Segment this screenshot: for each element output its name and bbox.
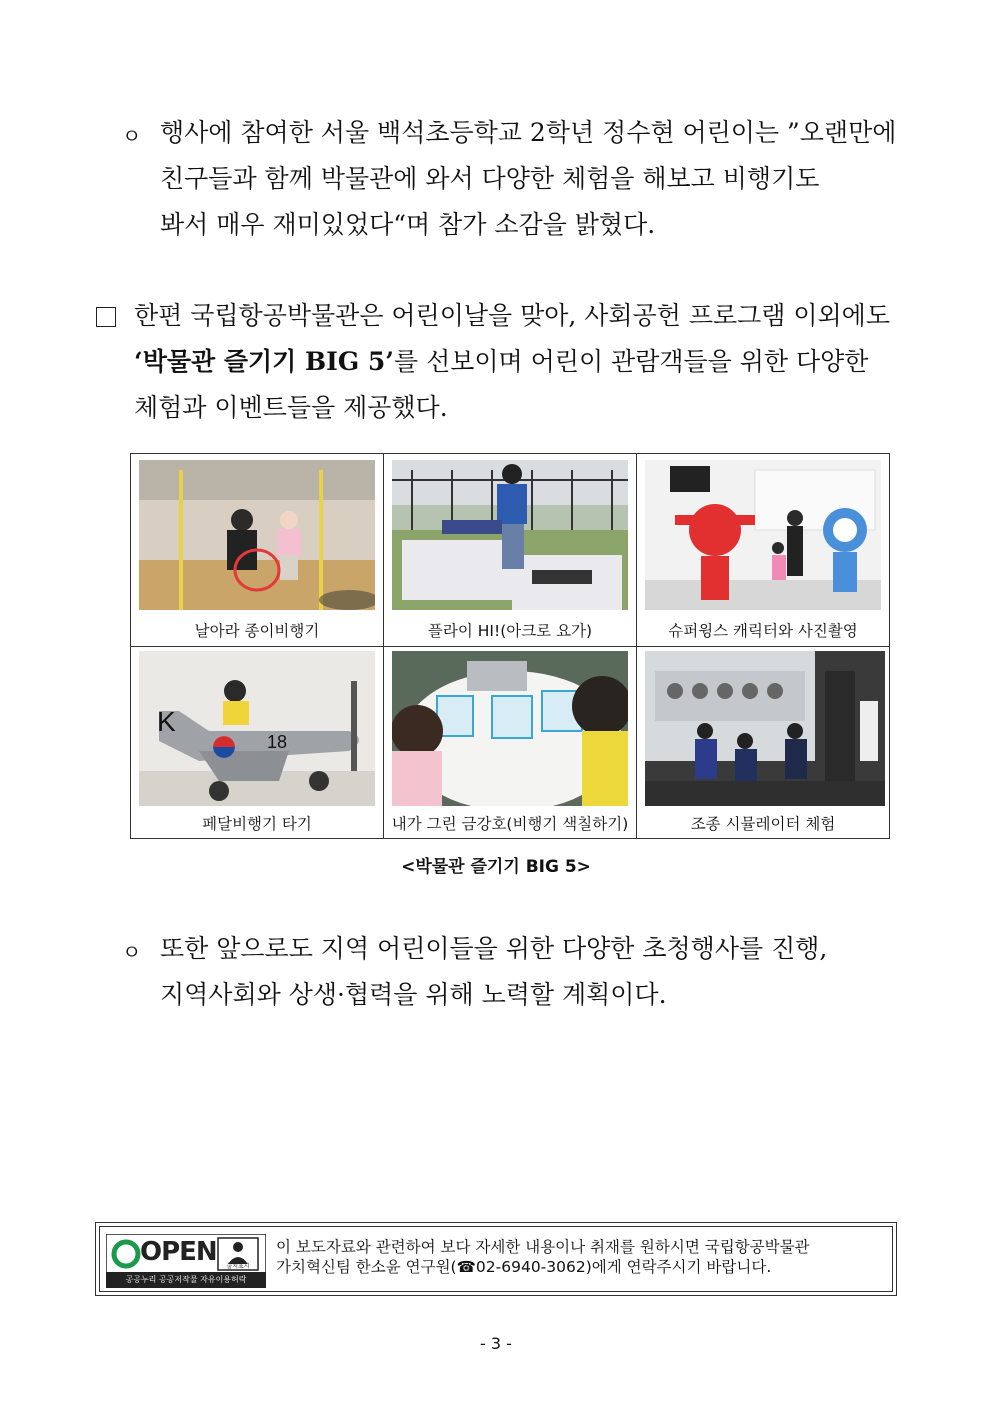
contact-notice-box [95,1222,897,1296]
page-number: - 3 - [480,1334,512,1353]
plane-letter: K [157,706,176,737]
text-line: 행사에 참여한 서울 백석초등학교 2학년 정수현 어린이는 ”오랜만에 [160,118,897,147]
open-logo-text: OPEN [140,1237,217,1267]
photo-coloring [392,651,628,806]
text-line: 봐서 매우 재미있었다“며 참가 소감을 밝혔다. [160,210,656,239]
photo-acro-yoga [392,460,628,610]
paragraph-future-plans [160,926,896,1018]
photo-cell [384,647,637,838]
contact-line: 이 보도자료와 관련하여 보다 자세한 내용이나 취재를 원하시면 국립항공박물관 [276,1238,810,1256]
paragraph-big5-intro [134,293,896,431]
photo-caption: 플라이 HI!(아크로 요가) [427,622,593,640]
bullet-circle: ㅇ [122,940,142,964]
photo-cell [131,454,384,647]
open-logo-badge: 출처표시 [226,1263,250,1270]
photo-caption: 내가 그린 금강호(비행기 색칠하기) [391,815,629,833]
contact-line: 가치혁신팀 한소윤 연구원(☎02-6940-3062)에게 연락주시기 바랍니다. [276,1258,772,1276]
photo-paper-airplane [139,460,375,610]
text-line: 체험과 이벤트들을 제공했다. [134,393,448,422]
open-logo-subtitle: 공공누리 공공저작물 자유이용허락 [125,1275,247,1284]
plane-number: 18 [267,732,288,752]
photo-pedal-airplane [139,651,375,806]
section-checkbox [96,307,116,327]
figure-caption: <박물관 즐기기 BIG 5> [401,857,591,877]
photo-caption: 페달비행기 타기 [202,815,312,833]
photo-superwings [645,460,881,610]
text-line: 한편 국립항공박물관은 어린이날을 맞아, 사회공헌 프로그램 이외에도 [134,301,890,330]
photo-cell [637,454,889,647]
photo-cell [384,454,637,647]
contact-text [276,1237,810,1277]
photo-grid [130,453,890,839]
text-line: 또한 앞으로도 지역 어린이들을 위한 다양한 초청행사를 진행, [160,934,828,963]
paragraph-participant-quote [160,110,896,248]
photo-caption: 슈퍼윙스 캐릭터와 사진촬영 [668,622,858,640]
photo-cell [131,647,384,838]
bullet-circle: ㅇ [122,124,142,148]
kogl-open-logo [106,1234,266,1288]
photo-caption: 조종 시뮬레이터 체험 [690,815,836,833]
text-line: 친구들과 함께 박물관에 와서 다양한 체험을 해보고 비행기도 [160,164,820,193]
big5-title: ‘박물관 즐기기 BIG 5’ [134,347,394,376]
text-line: ‘박물관 즐기기 BIG 5’를 선보이며 어린이 관람객들을 위한 다양한 [134,347,869,376]
photo-cell [637,647,889,838]
photo-flight-simulator [645,651,885,806]
text-line: 지역사회와 상생·협력을 위해 노력할 계획이다. [160,980,667,1009]
photo-caption: 날아라 종이비행기 [194,622,320,640]
